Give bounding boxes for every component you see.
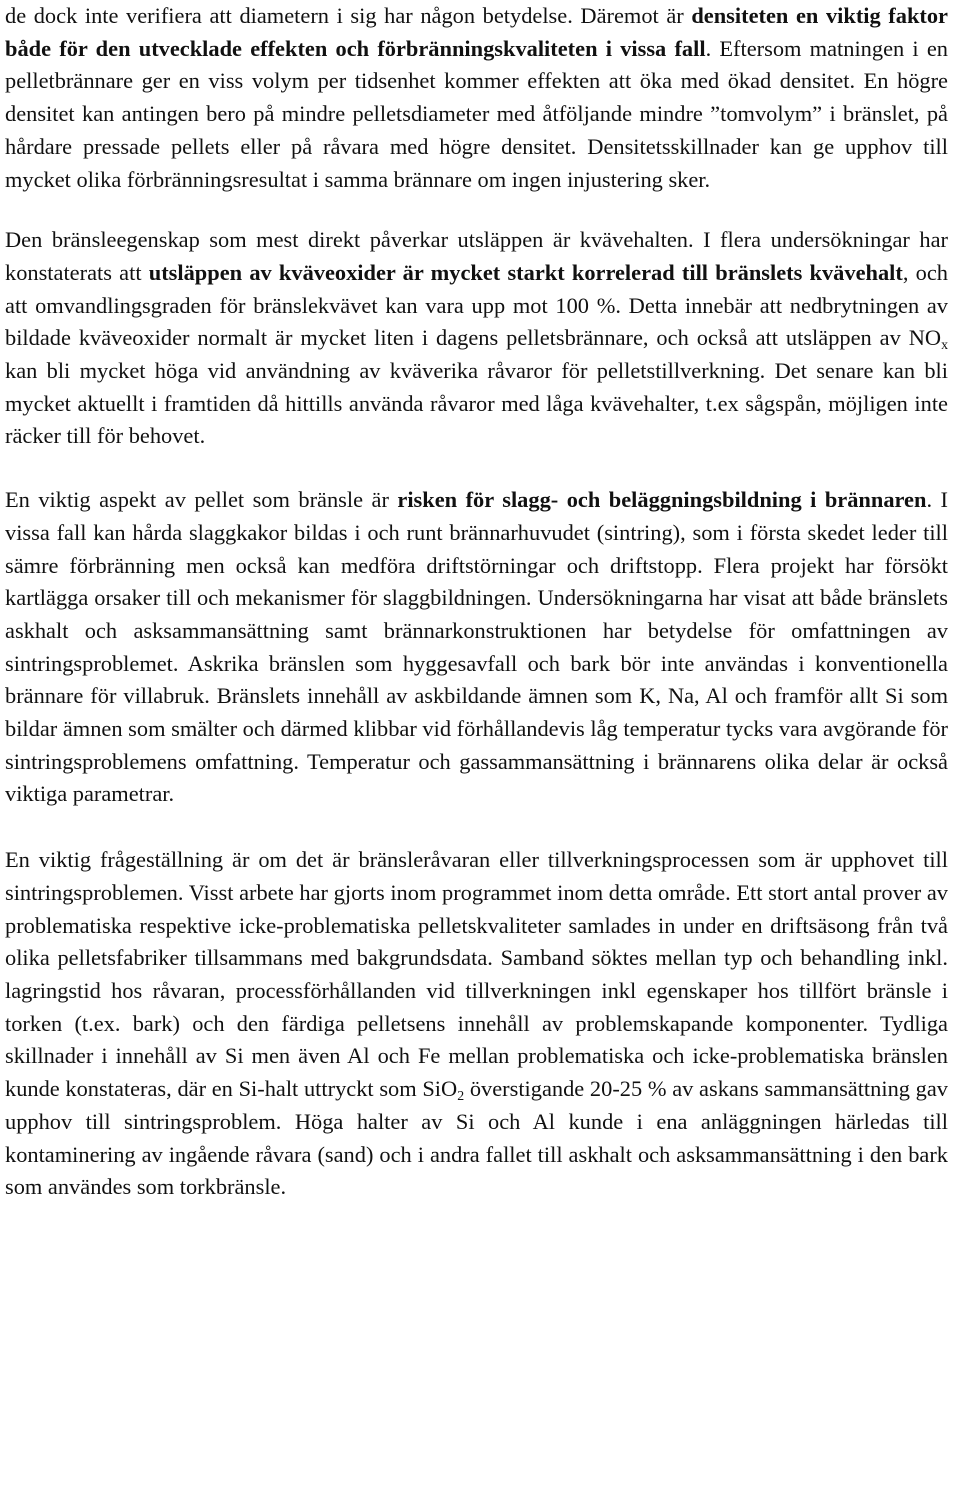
- bold-text: densiteten en viktig faktor både för den utvecklade effekten och förbränningskvaliteten i vissa fall: [5, 3, 948, 61]
- bold-text: utsläppen av kväveoxider är mycket starkt korrelerad till bränslets kvävehalt: [148, 259, 903, 285]
- body-text: , och att omvandlingsgraden för bränslekvävet kan vara upp mot 100 %. Detta innebär att nedbrytningen av bildade kväveoxider normalt är mycket liten i dagens pelletsbrännare, och också att utsläppen av NO: [5, 259, 948, 351]
- subscript-text: 2: [457, 1088, 465, 1104]
- body-text: kan bli mycket höga vid användning av kväverika råvaror för pelletstillverkning. Det senare kan bli mycket aktuellt i framtiden då hittills använda råvaror med låga kvävehalter, t.ex sågspån, möjligen inte räcker till för behovet.: [5, 358, 948, 449]
- paragraph-nitrogen-emissions: [5, 224, 948, 453]
- body-text: . I vissa fall kan hårda slaggkakor bildas i och runt brännarhuvudet (sintring), som i första skedet leder till sämre förbränning men också kan medföra driftstörningar och driftstopp. Flera projekt har försökt kartlägga orsaker till och mekanismer för slaggbildningen. Undersökningarna har visat att både bränslets askhalt och asksammansättning samt brännarkonstruktionen har betydelse för omfattningen av sintringsproblemet. Askrika bränslen som hyggesavfall och bark bör inte användas i konventionella brännare för villabruk. Bränslets innehåll av askbildande ämnen som K, Na, Al och framför allt Si som bildar ämnen som smälter och därmed klibbar vid förhållandevis låg temperatur tycks vara avgörande för sintringsproblemens omfattning. Temperatur och gassammansättning i brännarens olika delar är också viktiga parametrar.: [5, 487, 948, 807]
- paragraph-pellet-density: [5, 0, 948, 196]
- body-text: de dock inte verifiera att diametern i sig har någon betydelse. Däremot är: [5, 3, 692, 28]
- body-text: . Eftersom matningen i en pelletbrännare ger en viss volym per tidsenhet kommer effekten att öka med ökad densitet. En högre densitet kan antingen bero på mindre pelletsdiameter med åtföljande mindre ”tomvolym” i bränslet, på hårdare pressade pellets eller på råvara med högre densitet. Densitetsskillnader kan ge upphov till mycket olika förbränningsresultat i samma brännare om ingen injustering sker.: [5, 35, 949, 192]
- paragraph-slag-formation: [5, 484, 948, 811]
- paragraph-sintering-study: [5, 844, 948, 1204]
- body-text: En viktig frågeställning är om det är bränsleråvaran eller tillverkningsprocessen som är upphovet till sintringsproblemen. Visst arbete har gjorts inom programmet inom detta område. Ett stort antal prover av problematiska respektive icke-problematiska pelletskvaliteter samlades in under en driftsäsong från två olika pelletsfabriker tillsammans med bakgrundsdata. Samband söktes mellan typ och behandling inkl. lagringstid hos råvaran, processförhållanden vid tillverkningen inkl egenskaper hos tillfört bränsle i torken (t.ex. bark) och den färdiga pelletsens innehåll av problemskapande komponenter. Tydliga skillnader i innehåll av Si men även Al och Fe mellan problematiska och icke-problematiska bränslen kunde konstateras, där en Si-halt uttryckt som SiO: [5, 847, 948, 1102]
- subscript-text: x: [941, 338, 948, 354]
- bold-text: risken för slagg- och beläggningsbildning i brännaren: [397, 487, 927, 513]
- body-text: Den bränsleegenskap som mest direkt påverkar utsläppen är kvävehalten. I flera undersökningar har konstaterats att: [5, 227, 948, 285]
- body-text: överstigande 20-25 % av askans sammansättning gav upphov till sintringsproblem. Höga halter av Si och Al kunde i ena anläggningen härledas till kontaminering av ingående råvara (sand) och i andra fallet till askhalt och asksammansättning i den bark som användes som torkbränsle.: [5, 1076, 948, 1200]
- body-text: En viktig aspekt av pellet som bränsle är: [5, 487, 398, 513]
